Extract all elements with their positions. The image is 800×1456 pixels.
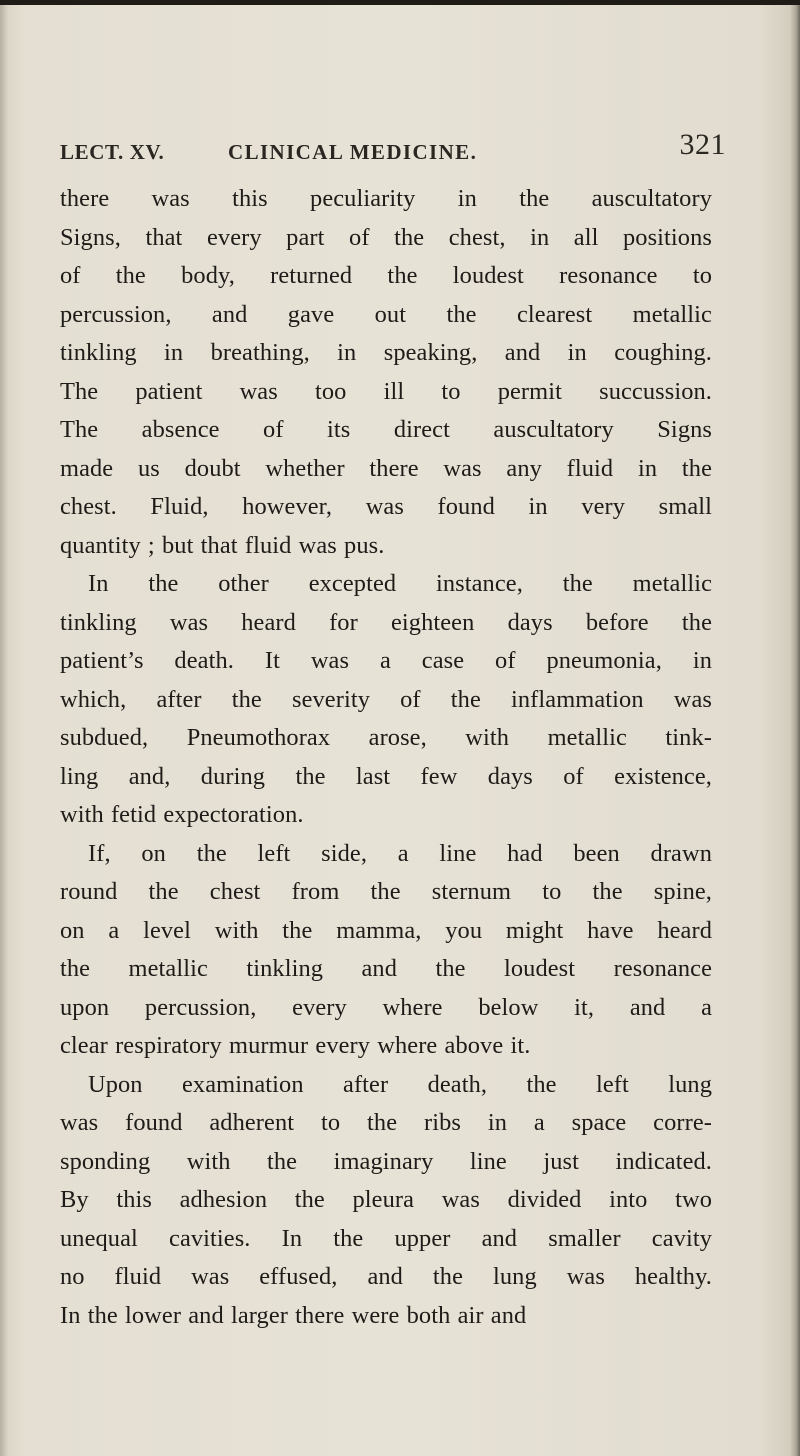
text-line: was found adherent to the ribs in a space corre- [60, 1109, 712, 1136]
text-line: By this adhesion the pleura was divided into two [60, 1186, 712, 1213]
lecture-number: LECT. XV. [60, 140, 165, 164]
text-line: clear respiratory murmur every where above it. [60, 1032, 531, 1059]
page-right-shadow [790, 5, 800, 1456]
text-line: no fluid was effused, and the lung was healthy. [60, 1263, 712, 1290]
text-line: which, after the severity of the inflammation was [60, 685, 712, 713]
text-line: subdued, Pneumothorax arose, with metallic tink- [60, 724, 712, 751]
page-left-shadow [0, 5, 8, 1456]
text-line: patient’s death. It was a case of pneumonia, in [60, 647, 712, 674]
text-line: the metallic tinkling and the loudest resonance [60, 955, 712, 982]
text-line: In the lower and larger there were both air and [60, 1301, 527, 1329]
text-line: tinkling was heard for eighteen days before the [60, 608, 712, 636]
scan-top-edge [0, 0, 800, 5]
text-line: of the body, returned the loudest resonance to [60, 262, 712, 289]
text-line: made us doubt whether there was any fluid in the [60, 454, 712, 482]
page-number: 321 [679, 128, 726, 161]
text-line: Signs, that every part of the chest, in all positions [60, 223, 712, 251]
text-line: quantity ; but that fluid was pus. [60, 531, 385, 559]
body-text [60, 180, 712, 1335]
text-line: tinkling in breathing, in speaking, and in coughing. [60, 339, 712, 366]
text-line: ling and, during the last few days of existence, [60, 762, 712, 790]
text-line: If, on the left side, a line had been drawn [88, 839, 712, 867]
text-line: In the other excepted instance, the metallic [88, 570, 712, 597]
text-line: Upon examination after death, the left lung [88, 1070, 712, 1098]
text-line: upon percussion, every where below it, and a [60, 993, 712, 1021]
text-line: unequal cavities. In the upper and smaller cavity [60, 1224, 712, 1252]
text-line: sponding with the imaginary line just indicated. [60, 1147, 712, 1175]
text-line: chest. Fluid, however, was found in very small [60, 493, 712, 520]
text-line: The absence of its direct auscultatory Signs [60, 416, 712, 443]
text-line: with fetid expectoration. [60, 801, 304, 828]
text-line: The patient was too ill to permit succussion. [60, 377, 712, 405]
text-line: there was this peculiarity in the auscultatory [60, 185, 712, 212]
text-line: percussion, and gave out the clearest metallic [60, 300, 712, 328]
text-line: on a level with the mamma, you might have heard [60, 916, 712, 944]
running-head [60, 128, 726, 170]
text-line: round the chest from the sternum to the spine, [60, 878, 712, 905]
running-title: CLINICAL MEDICINE. [228, 140, 478, 164]
